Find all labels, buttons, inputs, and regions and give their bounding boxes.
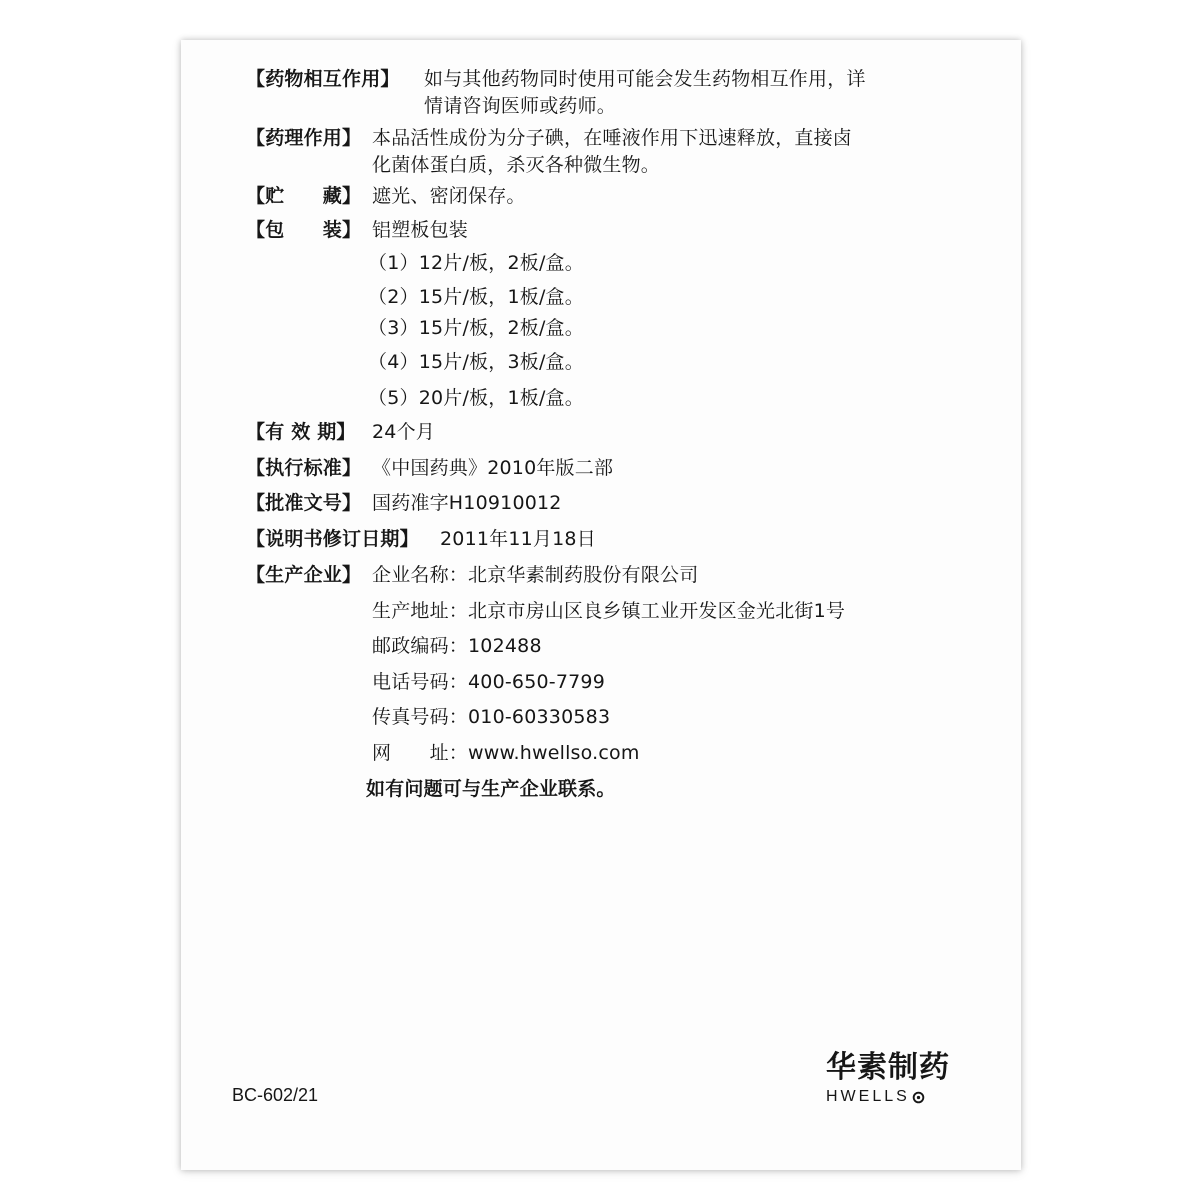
- contact-note: 如有问题可与生产企业联系。: [366, 778, 616, 800]
- document-code: BC-602/21: [232, 1085, 319, 1105]
- storage-label: 【贮 藏】: [246, 185, 362, 207]
- packaging-item-5: （5）20片/板，1板/盒。: [368, 387, 584, 409]
- manufacturer-label: 【生产企业】: [246, 564, 362, 586]
- packaging-item-3: （3）15片/板，2板/盒。: [368, 317, 584, 339]
- packaging-item-1: （1）12片/板，2板/盒。: [368, 252, 584, 274]
- logo-english-text: HWELLS: [826, 1088, 910, 1105]
- manufacturer-postcode: 邮政编码：102488: [372, 635, 542, 657]
- revision-label: 【说明书修订日期】: [246, 528, 419, 550]
- storage-text: 遮光、密闭保存。: [372, 185, 526, 207]
- packaging-item-4: （4）15片/板，3板/盒。: [368, 351, 584, 373]
- logo-chinese-name: 华素制药: [826, 1050, 950, 1085]
- manufacturer-website: 网 址：www.hwellso.com: [372, 742, 640, 764]
- pharmacology-text-line1: 本品活性成份为分子碘，在唾液作用下迅速释放，直接卤: [372, 127, 853, 149]
- interactions-label: 【药物相互作用】: [246, 68, 400, 90]
- approval-label: 【批准文号】: [246, 492, 362, 514]
- manufacturer-address: 生产地址：北京市房山区良乡镇工业开发区金光北街1号: [372, 600, 846, 622]
- approval-text: 国药准字H10910012: [372, 492, 562, 514]
- validity-label: 【有 效 期】: [246, 421, 356, 443]
- interactions-text-line1: 如与其他药物同时使用可能会发生药物相互作用，详: [424, 68, 866, 90]
- standard-label: 【执行标准】: [246, 457, 362, 479]
- logo-ring-icon: [912, 1091, 925, 1104]
- company-logo: [826, 1050, 961, 1106]
- packaging-item-2: （2）15片/板，1板/盒。: [368, 286, 584, 308]
- manufacturer-name: 企业名称：北京华素制药股份有限公司: [372, 564, 699, 586]
- validity-text: 24个月: [372, 421, 435, 443]
- pharmacology-text-line2: 化菌体蛋白质，杀灭各种微生物。: [372, 154, 661, 176]
- revision-text: 2011年11月18日: [440, 528, 596, 550]
- standard-text: 《中国药典》2010年版二部: [372, 457, 614, 479]
- logo-english-wordmark: [826, 1088, 961, 1106]
- manufacturer-fax: 传真号码：010-60330583: [372, 706, 611, 728]
- packaging-label: 【包 装】: [246, 219, 362, 241]
- packaging-text: 铝塑板包装: [372, 219, 469, 241]
- interactions-text-line2: 情请咨询医师或药师。: [424, 95, 617, 117]
- manufacturer-phone: 电话号码：400-650-7799: [372, 671, 605, 693]
- pharmacology-label: 【药理作用】: [246, 127, 362, 149]
